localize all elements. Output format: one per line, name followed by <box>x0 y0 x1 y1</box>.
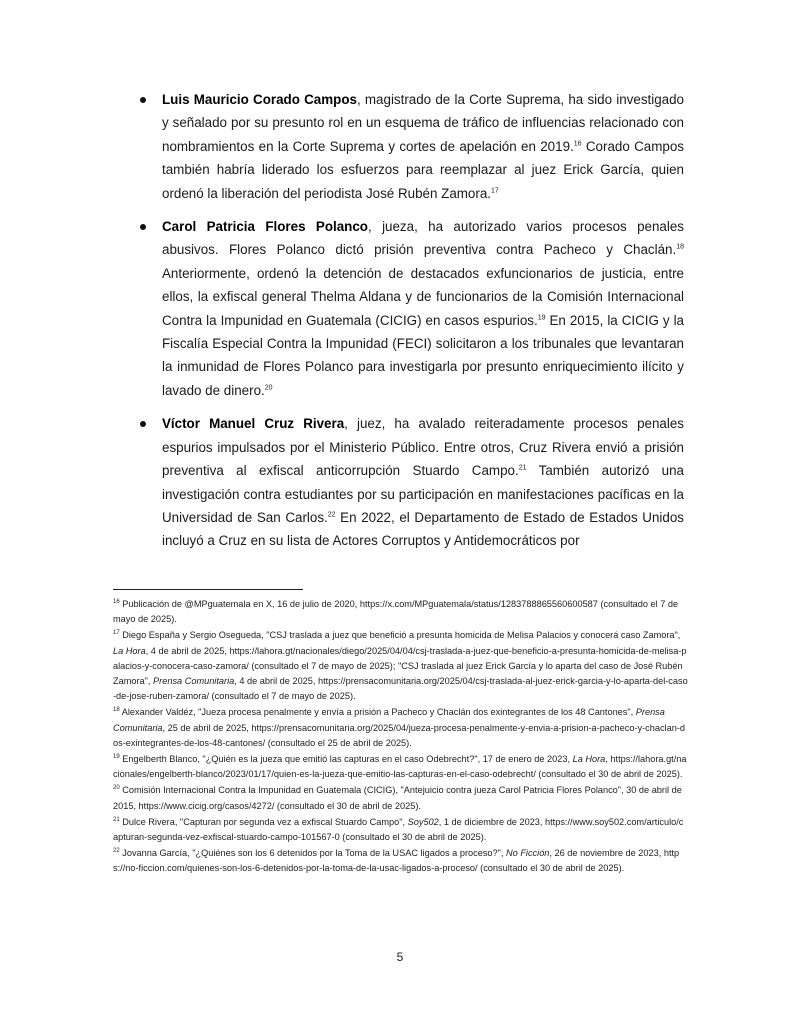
footnote-text: , 26 de noviembre de 2023, https://no-ficcion.com/quienes-son-los-6-detenidos-por-la-toma-de-la-usac-ligados-a-proceso/ (consultado el 30 de abril de 2025). <box>113 848 680 874</box>
footnote <box>113 783 688 813</box>
footnote <box>113 628 688 704</box>
bullet-item <box>162 215 684 402</box>
person-name: Luis Mauricio Corado Campos <box>162 92 357 107</box>
footnote-text: Alexander Valdéz, "Jueza procesa penalmente y envía a prisión a Pacheco y Chaclán dos exintegrantes de los 48 Cantones", <box>119 707 636 718</box>
footnote-text: , https://lahora.gt/nacionales/engelberth-blanco/2023/01/17/quien-es-la-jueza-que-emitio-las-capturas-en-el-caso-odebrecht/ (consultado el 30 de abril de 2025). <box>113 754 687 780</box>
footnote-number: 17 <box>113 630 120 637</box>
footnote-ref[interactable]: 18 <box>676 243 684 251</box>
footnote <box>113 597 688 627</box>
footnote-text: , 25 de abril de 2025, https://prensacomunitaria.org/2025/04/jueza-procesa-penalmente-y-envia-a-prision-a-pacheco-y-chaclan-dos-exintegrantes-de-los-48-cantones/ (consultado el 25 de abril de 2025). <box>113 722 685 748</box>
footnote <box>113 815 688 845</box>
bullet-item <box>162 412 684 552</box>
publication-name: Soy502 <box>407 816 439 827</box>
bullet-text: En 2015, la CICIG y la Fiscalía Especial Contra la Impunidad (FECI) solicitaron a los tribunales que levantaran la inmunidad de Flores Polanco para investigarla por presunto enriquecimiento ilícito y lavado de dinero. <box>162 312 684 398</box>
footnote-ref[interactable]: 19 <box>537 314 546 322</box>
bullet-item <box>162 88 684 205</box>
footnote-number: 18 <box>113 707 120 714</box>
person-name: Carol Patricia Flores Polanco <box>162 219 368 235</box>
footnote-text: Diego España y Sergio Osegueda, "CSJ traslada a juez que benefició a presunta homicida de Melisa Palacios y conocerá caso Zamora", <box>119 630 681 641</box>
footnote-number: 20 <box>113 785 120 792</box>
footnote-text: Jovanna García, "¿Quiénes son los 6 detenidos por la Toma de la USAC ligados a proceso?", <box>119 848 507 859</box>
publication-name: La Hora <box>113 645 146 656</box>
footnotes <box>113 597 688 878</box>
bullet-text: Corado Campos también habría liderado los esfuerzos para reemplazar al juez Erick García, quien ordenó la liberación del periodista José Rubén Zamora. <box>162 138 684 201</box>
footnote-ref[interactable]: 21 <box>518 464 527 472</box>
footnote-number: 22 <box>113 848 120 855</box>
footnote-number: 21 <box>113 816 120 823</box>
footnote-text: Publicación de @MPguatemala en X, 16 de julio de 2020, https://x.com/MPguatemala/status/1283788865560600587 (consultado el 7 de mayo de 2025). <box>113 599 679 625</box>
footnote-ref[interactable]: 20 <box>264 384 273 392</box>
footnote-text: Comisión Internacional Contra la Impunidad en Guatemala (CICIG), "Antejuicio contra jueza Carol Patricia Flores Polanco", 30 de abril de 2015, https://www.cicig.org/casos/4272/ (consultado el 30 de abril de 2025). <box>113 785 682 811</box>
footnote-ref[interactable]: 16 <box>573 140 582 148</box>
publication-name: No Ficción <box>506 848 550 859</box>
person-name: Víctor Manuel Cruz Rivera <box>162 416 345 432</box>
footnote <box>113 705 688 751</box>
footnote-text: , 1 de diciembre de 2023, https://www.soy502.com/articulo/capturan-segunda-vez-exfiscal-stuardo-campo-101567-0 (consultado el 30 de abril de 2025). <box>113 816 684 843</box>
bullet-text: En 2022, el Departamento de Estado de Estados Unidos incluyó a Cruz en su lista de Actores Corruptos y Antidemocráticos por <box>162 509 684 549</box>
publication-name: Prensa Comunitaria <box>113 707 665 733</box>
bullet-text: Anteriormente, ordenó la detención de destacados exfuncionarios de justicia, entre ellos, la exfiscal general Thelma Aldana y de funcionarios de la Comisión Internacional Contra la Impunidad en Guatemala (CICIG) en casos espurios. <box>162 265 684 328</box>
bullet-text: , juez, ha avalado reiteradamente procesos penales espurios impulsados por el Ministerio Público. Entre otros, Cruz Rivera envió a prisión preventiva al exfiscal anticorrupción Stuardo Campo. <box>162 416 684 479</box>
footnote-text: Dulce Rivera, "Capturan por segunda vez a exfiscal Stuardo Campo", <box>119 816 408 827</box>
footnote-number: 19 <box>113 753 120 760</box>
footnote-number: 16 <box>113 598 120 605</box>
footnote <box>113 846 688 876</box>
publication-name: La Hora <box>572 754 606 765</box>
footnote-ref[interactable]: 22 <box>327 511 336 519</box>
bullet-text: También autorizó una investigación contra estudiantes por su participación en manifestaciones pacíficas en la Universidad de San Carlos. <box>162 463 684 525</box>
footnote <box>113 752 688 782</box>
bullet-text: , magistrado de la Corte Suprema, ha sido investigado y señalado por su presunto rol en un esquema de tráfico de influencias relacionado con nombramientos en la Corte Suprema y cortes de apelación en 2019. <box>162 92 684 154</box>
footnote-text: Engelberth Blanco, "¿Quién es la jueza que emitió las capturas en el caso Odebrecht?", 17 de enero de 2023, <box>119 754 573 765</box>
publication-name: Prensa Comunitaria <box>153 676 235 687</box>
bullet-list <box>162 88 684 563</box>
bullet-text: , jueza, ha autorizado varios procesos penales abusivos. Flores Polanco dictó prisión preventiva contra Pacheco y Chaclán. <box>162 219 685 258</box>
footnote-ref[interactable]: 17 <box>491 187 499 195</box>
footnote-text: , 4 de abril de 2025, https://lahora.gt/nacionales/diego/2025/04/04/csj-traslada-a-juez-que-beneficio-a-presunta-homicida-de-melisa-palacios-y-conocera-caso-zamora/ (consultado el 7 de mayo de 2025); "CSJ traslada al juez Erick García y lo aparta del caso de José Rubén Zamora", <box>113 645 687 687</box>
footnote-text: , 4 de abril de 2025, https://prensacomunitaria.org/2025/04/csj-traslada-al-juez-erick-garcia-y-lo-aparta-del-caso-de-jose-ruben-zamora/ (consultado el 7 de mayo de 2025). <box>113 676 688 702</box>
footnote-separator <box>113 589 303 590</box>
page-number: 5 <box>396 950 404 964</box>
